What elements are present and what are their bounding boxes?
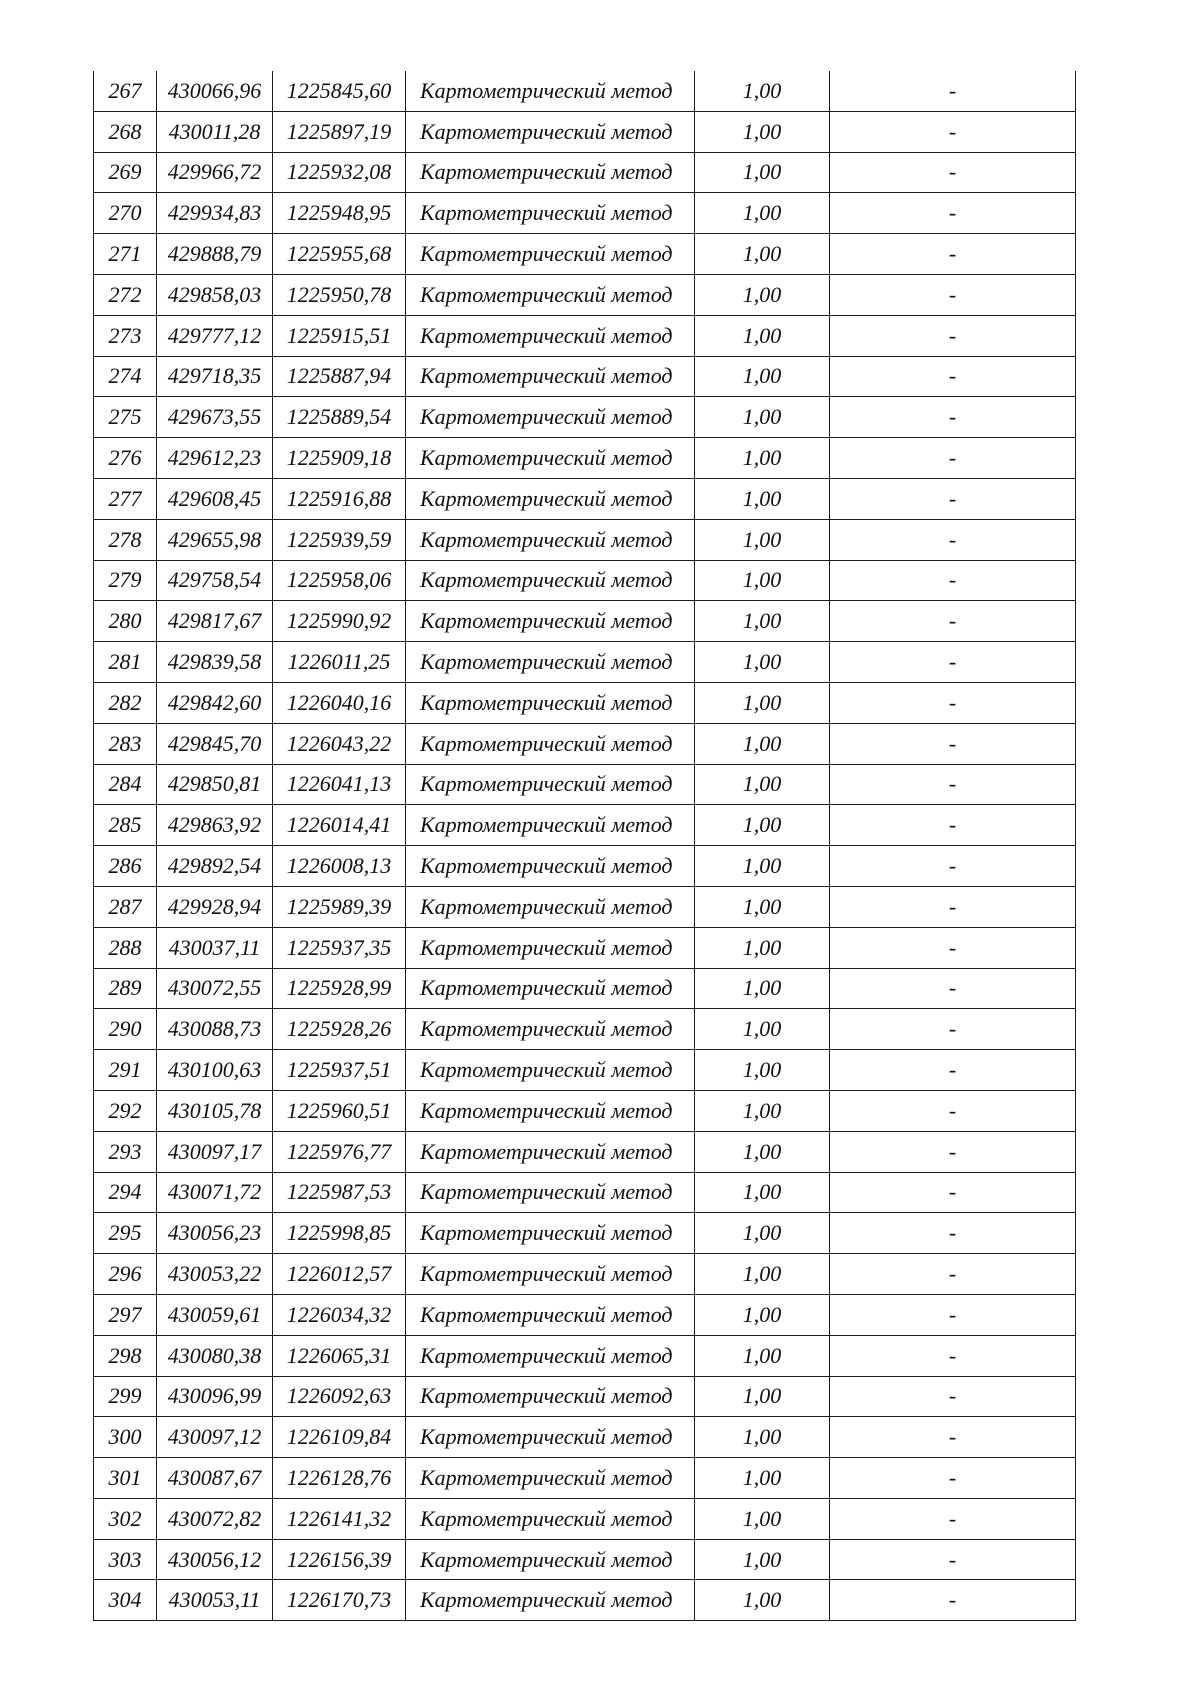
coordinate-y-cell: 1226109,84 (273, 1417, 406, 1458)
accuracy-cell: 1,00 (695, 560, 830, 601)
coordinate-x-cell: 430072,55 (157, 968, 273, 1009)
table-row (94, 71, 1076, 111)
coordinate-x-cell: 429934,83 (157, 193, 273, 234)
accuracy-cell: 1,00 (695, 71, 830, 111)
coordinate-y-cell: 1225937,35 (273, 927, 406, 968)
method-cell: Картометрический метод (406, 1050, 695, 1091)
table-row (94, 601, 1076, 642)
coordinate-y-cell: 1225939,59 (273, 519, 406, 560)
accuracy-cell: 1,00 (695, 1213, 830, 1254)
table-row (94, 397, 1076, 438)
coordinate-y-cell: 1225998,85 (273, 1213, 406, 1254)
coordinate-y-cell: 1226012,57 (273, 1254, 406, 1295)
point-number-cell: 290 (94, 1009, 157, 1050)
coordinate-x-cell: 430080,38 (157, 1335, 273, 1376)
accuracy-cell: 1,00 (695, 642, 830, 683)
point-number-cell: 277 (94, 478, 157, 519)
accuracy-cell: 1,00 (695, 152, 830, 193)
table-row (94, 1090, 1076, 1131)
coordinate-y-cell: 1225887,94 (273, 356, 406, 397)
coordinate-y-cell: 1226156,39 (273, 1539, 406, 1580)
point-number-cell: 280 (94, 601, 157, 642)
method-cell: Картометрический метод (406, 193, 695, 234)
coordinate-y-cell: 1226008,13 (273, 846, 406, 887)
note-cell: - (830, 1335, 1076, 1376)
coordinate-y-cell: 1226043,22 (273, 723, 406, 764)
accuracy-cell: 1,00 (695, 234, 830, 275)
note-cell: - (830, 642, 1076, 683)
table-row (94, 1458, 1076, 1499)
coordinate-y-cell: 1226014,41 (273, 805, 406, 846)
coordinate-x-cell: 430087,67 (157, 1458, 273, 1499)
note-cell: - (830, 1580, 1076, 1621)
point-number-cell: 281 (94, 642, 157, 683)
coordinate-x-cell: 429612,23 (157, 438, 273, 479)
table-row (94, 1417, 1076, 1458)
accuracy-cell: 1,00 (695, 968, 830, 1009)
method-cell: Картометрический метод (406, 886, 695, 927)
method-cell: Картометрический метод (406, 968, 695, 1009)
note-cell: - (830, 438, 1076, 479)
coordinates-table (93, 71, 1076, 1621)
method-cell: Картометрический метод (406, 682, 695, 723)
coordinate-x-cell: 429966,72 (157, 152, 273, 193)
point-number-cell: 283 (94, 723, 157, 764)
point-number-cell: 288 (94, 927, 157, 968)
coordinate-x-cell: 430053,22 (157, 1254, 273, 1295)
coordinate-x-cell: 430071,72 (157, 1172, 273, 1213)
method-cell: Картометрический метод (406, 397, 695, 438)
method-cell: Картометрический метод (406, 601, 695, 642)
note-cell: - (830, 1090, 1076, 1131)
accuracy-cell: 1,00 (695, 1131, 830, 1172)
accuracy-cell: 1,00 (695, 723, 830, 764)
point-number-cell: 276 (94, 438, 157, 479)
note-cell: - (830, 1458, 1076, 1499)
accuracy-cell: 1,00 (695, 1417, 830, 1458)
point-number-cell: 304 (94, 1580, 157, 1621)
coordinate-x-cell: 429718,35 (157, 356, 273, 397)
coordinate-y-cell: 1225976,77 (273, 1131, 406, 1172)
coordinate-x-cell: 430088,73 (157, 1009, 273, 1050)
point-number-cell: 285 (94, 805, 157, 846)
coordinate-y-cell: 1226128,76 (273, 1458, 406, 1499)
table-row (94, 805, 1076, 846)
document-page (93, 71, 1075, 1621)
coordinate-y-cell: 1226034,32 (273, 1294, 406, 1335)
note-cell: - (830, 1539, 1076, 1580)
method-cell: Картометрический метод (406, 1580, 695, 1621)
accuracy-cell: 1,00 (695, 927, 830, 968)
coordinate-x-cell: 429777,12 (157, 315, 273, 356)
point-number-cell: 282 (94, 682, 157, 723)
coordinate-x-cell: 430105,78 (157, 1090, 273, 1131)
point-number-cell: 279 (94, 560, 157, 601)
accuracy-cell: 1,00 (695, 193, 830, 234)
accuracy-cell: 1,00 (695, 1498, 830, 1539)
method-cell: Картометрический метод (406, 1294, 695, 1335)
coordinate-x-cell: 429842,60 (157, 682, 273, 723)
coordinate-y-cell: 1225916,88 (273, 478, 406, 519)
coordinate-y-cell: 1225915,51 (273, 315, 406, 356)
table-row (94, 519, 1076, 560)
accuracy-cell: 1,00 (695, 1580, 830, 1621)
point-number-cell: 289 (94, 968, 157, 1009)
accuracy-cell: 1,00 (695, 1172, 830, 1213)
method-cell: Картометрический метод (406, 1009, 695, 1050)
method-cell: Картометрический метод (406, 642, 695, 683)
method-cell: Картометрический метод (406, 1213, 695, 1254)
table-row (94, 111, 1076, 152)
note-cell: - (830, 846, 1076, 887)
coordinate-y-cell: 1226040,16 (273, 682, 406, 723)
point-number-cell: 272 (94, 274, 157, 315)
method-cell: Картометрический метод (406, 723, 695, 764)
coordinate-y-cell: 1225928,99 (273, 968, 406, 1009)
coordinate-y-cell: 1225889,54 (273, 397, 406, 438)
note-cell: - (830, 356, 1076, 397)
method-cell: Картометрический метод (406, 519, 695, 560)
accuracy-cell: 1,00 (695, 1458, 830, 1499)
table-row (94, 1131, 1076, 1172)
coordinate-x-cell: 429839,58 (157, 642, 273, 683)
coordinate-x-cell: 429845,70 (157, 723, 273, 764)
table-row (94, 356, 1076, 397)
point-number-cell: 299 (94, 1376, 157, 1417)
accuracy-cell: 1,00 (695, 764, 830, 805)
method-cell: Картометрический метод (406, 478, 695, 519)
table-row (94, 927, 1076, 968)
method-cell: Картометрический метод (406, 1335, 695, 1376)
method-cell: Картометрический метод (406, 1376, 695, 1417)
point-number-cell: 301 (94, 1458, 157, 1499)
point-number-cell: 295 (94, 1213, 157, 1254)
table-row (94, 968, 1076, 1009)
method-cell: Картометрический метод (406, 71, 695, 111)
accuracy-cell: 1,00 (695, 886, 830, 927)
table-row (94, 723, 1076, 764)
point-number-cell: 275 (94, 397, 157, 438)
point-number-cell: 274 (94, 356, 157, 397)
accuracy-cell: 1,00 (695, 1294, 830, 1335)
coordinate-y-cell: 1225990,92 (273, 601, 406, 642)
table-row (94, 1213, 1076, 1254)
coordinate-y-cell: 1225958,06 (273, 560, 406, 601)
point-number-cell: 284 (94, 764, 157, 805)
point-number-cell: 300 (94, 1417, 157, 1458)
method-cell: Картометрический метод (406, 438, 695, 479)
coordinate-y-cell: 1226041,13 (273, 764, 406, 805)
coordinate-y-cell: 1225937,51 (273, 1050, 406, 1091)
point-number-cell: 302 (94, 1498, 157, 1539)
table-row (94, 152, 1076, 193)
point-number-cell: 271 (94, 234, 157, 275)
accuracy-cell: 1,00 (695, 519, 830, 560)
note-cell: - (830, 764, 1076, 805)
coordinate-x-cell: 429673,55 (157, 397, 273, 438)
method-cell: Картометрический метод (406, 560, 695, 601)
coordinate-y-cell: 1225909,18 (273, 438, 406, 479)
coordinate-y-cell: 1225989,39 (273, 886, 406, 927)
note-cell: - (830, 1213, 1076, 1254)
coordinate-y-cell: 1226170,73 (273, 1580, 406, 1621)
table-row (94, 764, 1076, 805)
accuracy-cell: 1,00 (695, 682, 830, 723)
table-row (94, 274, 1076, 315)
note-cell: - (830, 1050, 1076, 1091)
note-cell: - (830, 71, 1076, 111)
table-row (94, 560, 1076, 601)
coordinate-x-cell: 430066,96 (157, 71, 273, 111)
method-cell: Картометрический метод (406, 1090, 695, 1131)
point-number-cell: 286 (94, 846, 157, 887)
note-cell: - (830, 805, 1076, 846)
note-cell: - (830, 1417, 1076, 1458)
note-cell: - (830, 927, 1076, 968)
coordinate-y-cell: 1225845,60 (273, 71, 406, 111)
coordinate-x-cell: 430011,28 (157, 111, 273, 152)
note-cell: - (830, 1172, 1076, 1213)
point-number-cell: 291 (94, 1050, 157, 1091)
point-number-cell: 292 (94, 1090, 157, 1131)
note-cell: - (830, 1294, 1076, 1335)
coordinate-x-cell: 429928,94 (157, 886, 273, 927)
accuracy-cell: 1,00 (695, 478, 830, 519)
point-number-cell: 270 (94, 193, 157, 234)
note-cell: - (830, 111, 1076, 152)
coordinate-x-cell: 429655,98 (157, 519, 273, 560)
note-cell: - (830, 886, 1076, 927)
point-number-cell: 298 (94, 1335, 157, 1376)
coordinate-x-cell: 429858,03 (157, 274, 273, 315)
coordinate-x-cell: 429892,54 (157, 846, 273, 887)
method-cell: Картометрический метод (406, 1458, 695, 1499)
accuracy-cell: 1,00 (695, 1009, 830, 1050)
coordinate-x-cell: 429817,67 (157, 601, 273, 642)
table-row (94, 1335, 1076, 1376)
table-row (94, 846, 1076, 887)
method-cell: Картометрический метод (406, 764, 695, 805)
table-row (94, 193, 1076, 234)
accuracy-cell: 1,00 (695, 1376, 830, 1417)
coordinate-y-cell: 1225928,26 (273, 1009, 406, 1050)
point-number-cell: 269 (94, 152, 157, 193)
method-cell: Картометрический метод (406, 315, 695, 356)
coordinate-x-cell: 429850,81 (157, 764, 273, 805)
coordinate-x-cell: 430037,11 (157, 927, 273, 968)
accuracy-cell: 1,00 (695, 1050, 830, 1091)
table-row (94, 1294, 1076, 1335)
method-cell: Картометрический метод (406, 234, 695, 275)
note-cell: - (830, 1131, 1076, 1172)
note-cell: - (830, 234, 1076, 275)
method-cell: Картометрический метод (406, 1539, 695, 1580)
table-row (94, 1254, 1076, 1295)
coordinate-x-cell: 430056,23 (157, 1213, 273, 1254)
coordinate-x-cell: 430059,61 (157, 1294, 273, 1335)
table-row (94, 682, 1076, 723)
method-cell: Картометрический метод (406, 1498, 695, 1539)
note-cell: - (830, 560, 1076, 601)
method-cell: Картометрический метод (406, 1131, 695, 1172)
coordinate-x-cell: 430097,12 (157, 1417, 273, 1458)
accuracy-cell: 1,00 (695, 1254, 830, 1295)
coordinate-y-cell: 1226011,25 (273, 642, 406, 683)
method-cell: Картометрический метод (406, 1172, 695, 1213)
accuracy-cell: 1,00 (695, 1539, 830, 1580)
accuracy-cell: 1,00 (695, 1090, 830, 1131)
accuracy-cell: 1,00 (695, 805, 830, 846)
point-number-cell: 296 (94, 1254, 157, 1295)
accuracy-cell: 1,00 (695, 111, 830, 152)
table-row (94, 1172, 1076, 1213)
accuracy-cell: 1,00 (695, 397, 830, 438)
note-cell: - (830, 682, 1076, 723)
note-cell: - (830, 315, 1076, 356)
table-row (94, 1539, 1076, 1580)
table-row (94, 886, 1076, 927)
note-cell: - (830, 601, 1076, 642)
method-cell: Картометрический метод (406, 1254, 695, 1295)
coordinate-x-cell: 430096,99 (157, 1376, 273, 1417)
point-number-cell: 278 (94, 519, 157, 560)
method-cell: Картометрический метод (406, 356, 695, 397)
note-cell: - (830, 152, 1076, 193)
coordinate-y-cell: 1225897,19 (273, 111, 406, 152)
note-cell: - (830, 274, 1076, 315)
point-number-cell: 294 (94, 1172, 157, 1213)
table-row (94, 1376, 1076, 1417)
table-row (94, 234, 1076, 275)
method-cell: Картометрический метод (406, 111, 695, 152)
coordinates-table-body (94, 71, 1076, 1621)
coordinate-y-cell: 1226065,31 (273, 1335, 406, 1376)
coordinate-x-cell: 429888,79 (157, 234, 273, 275)
note-cell: - (830, 519, 1076, 560)
coordinate-x-cell: 430072,82 (157, 1498, 273, 1539)
coordinate-x-cell: 429863,92 (157, 805, 273, 846)
note-cell: - (830, 478, 1076, 519)
point-number-cell: 287 (94, 886, 157, 927)
table-row (94, 642, 1076, 683)
method-cell: Картометрический метод (406, 927, 695, 968)
note-cell: - (830, 723, 1076, 764)
method-cell: Картометрический метод (406, 152, 695, 193)
table-row (94, 438, 1076, 479)
note-cell: - (830, 1009, 1076, 1050)
accuracy-cell: 1,00 (695, 846, 830, 887)
table-row (94, 315, 1076, 356)
note-cell: - (830, 1376, 1076, 1417)
accuracy-cell: 1,00 (695, 601, 830, 642)
coordinate-x-cell: 429758,54 (157, 560, 273, 601)
method-cell: Картометрический метод (406, 846, 695, 887)
note-cell: - (830, 1498, 1076, 1539)
table-row (94, 1009, 1076, 1050)
point-number-cell: 297 (94, 1294, 157, 1335)
accuracy-cell: 1,00 (695, 438, 830, 479)
method-cell: Картометрический метод (406, 1417, 695, 1458)
coordinate-y-cell: 1226092,63 (273, 1376, 406, 1417)
note-cell: - (830, 1254, 1076, 1295)
method-cell: Картометрический метод (406, 805, 695, 846)
note-cell: - (830, 968, 1076, 1009)
table-row (94, 1498, 1076, 1539)
table-row (94, 478, 1076, 519)
coordinate-x-cell: 430053,11 (157, 1580, 273, 1621)
point-number-cell: 267 (94, 71, 157, 111)
accuracy-cell: 1,00 (695, 356, 830, 397)
point-number-cell: 273 (94, 315, 157, 356)
accuracy-cell: 1,00 (695, 315, 830, 356)
coordinate-y-cell: 1226141,32 (273, 1498, 406, 1539)
accuracy-cell: 1,00 (695, 1335, 830, 1376)
accuracy-cell: 1,00 (695, 274, 830, 315)
table-row (94, 1050, 1076, 1091)
method-cell: Картометрический метод (406, 274, 695, 315)
note-cell: - (830, 193, 1076, 234)
coordinate-y-cell: 1225987,53 (273, 1172, 406, 1213)
coordinate-y-cell: 1225950,78 (273, 274, 406, 315)
table-row (94, 1580, 1076, 1621)
coordinate-x-cell: 430056,12 (157, 1539, 273, 1580)
coordinate-y-cell: 1225955,68 (273, 234, 406, 275)
note-cell: - (830, 397, 1076, 438)
coordinate-y-cell: 1225948,95 (273, 193, 406, 234)
point-number-cell: 303 (94, 1539, 157, 1580)
coordinate-x-cell: 430097,17 (157, 1131, 273, 1172)
coordinate-y-cell: 1225960,51 (273, 1090, 406, 1131)
point-number-cell: 268 (94, 111, 157, 152)
coordinate-x-cell: 430100,63 (157, 1050, 273, 1091)
point-number-cell: 293 (94, 1131, 157, 1172)
coordinate-y-cell: 1225932,08 (273, 152, 406, 193)
coordinate-x-cell: 429608,45 (157, 478, 273, 519)
